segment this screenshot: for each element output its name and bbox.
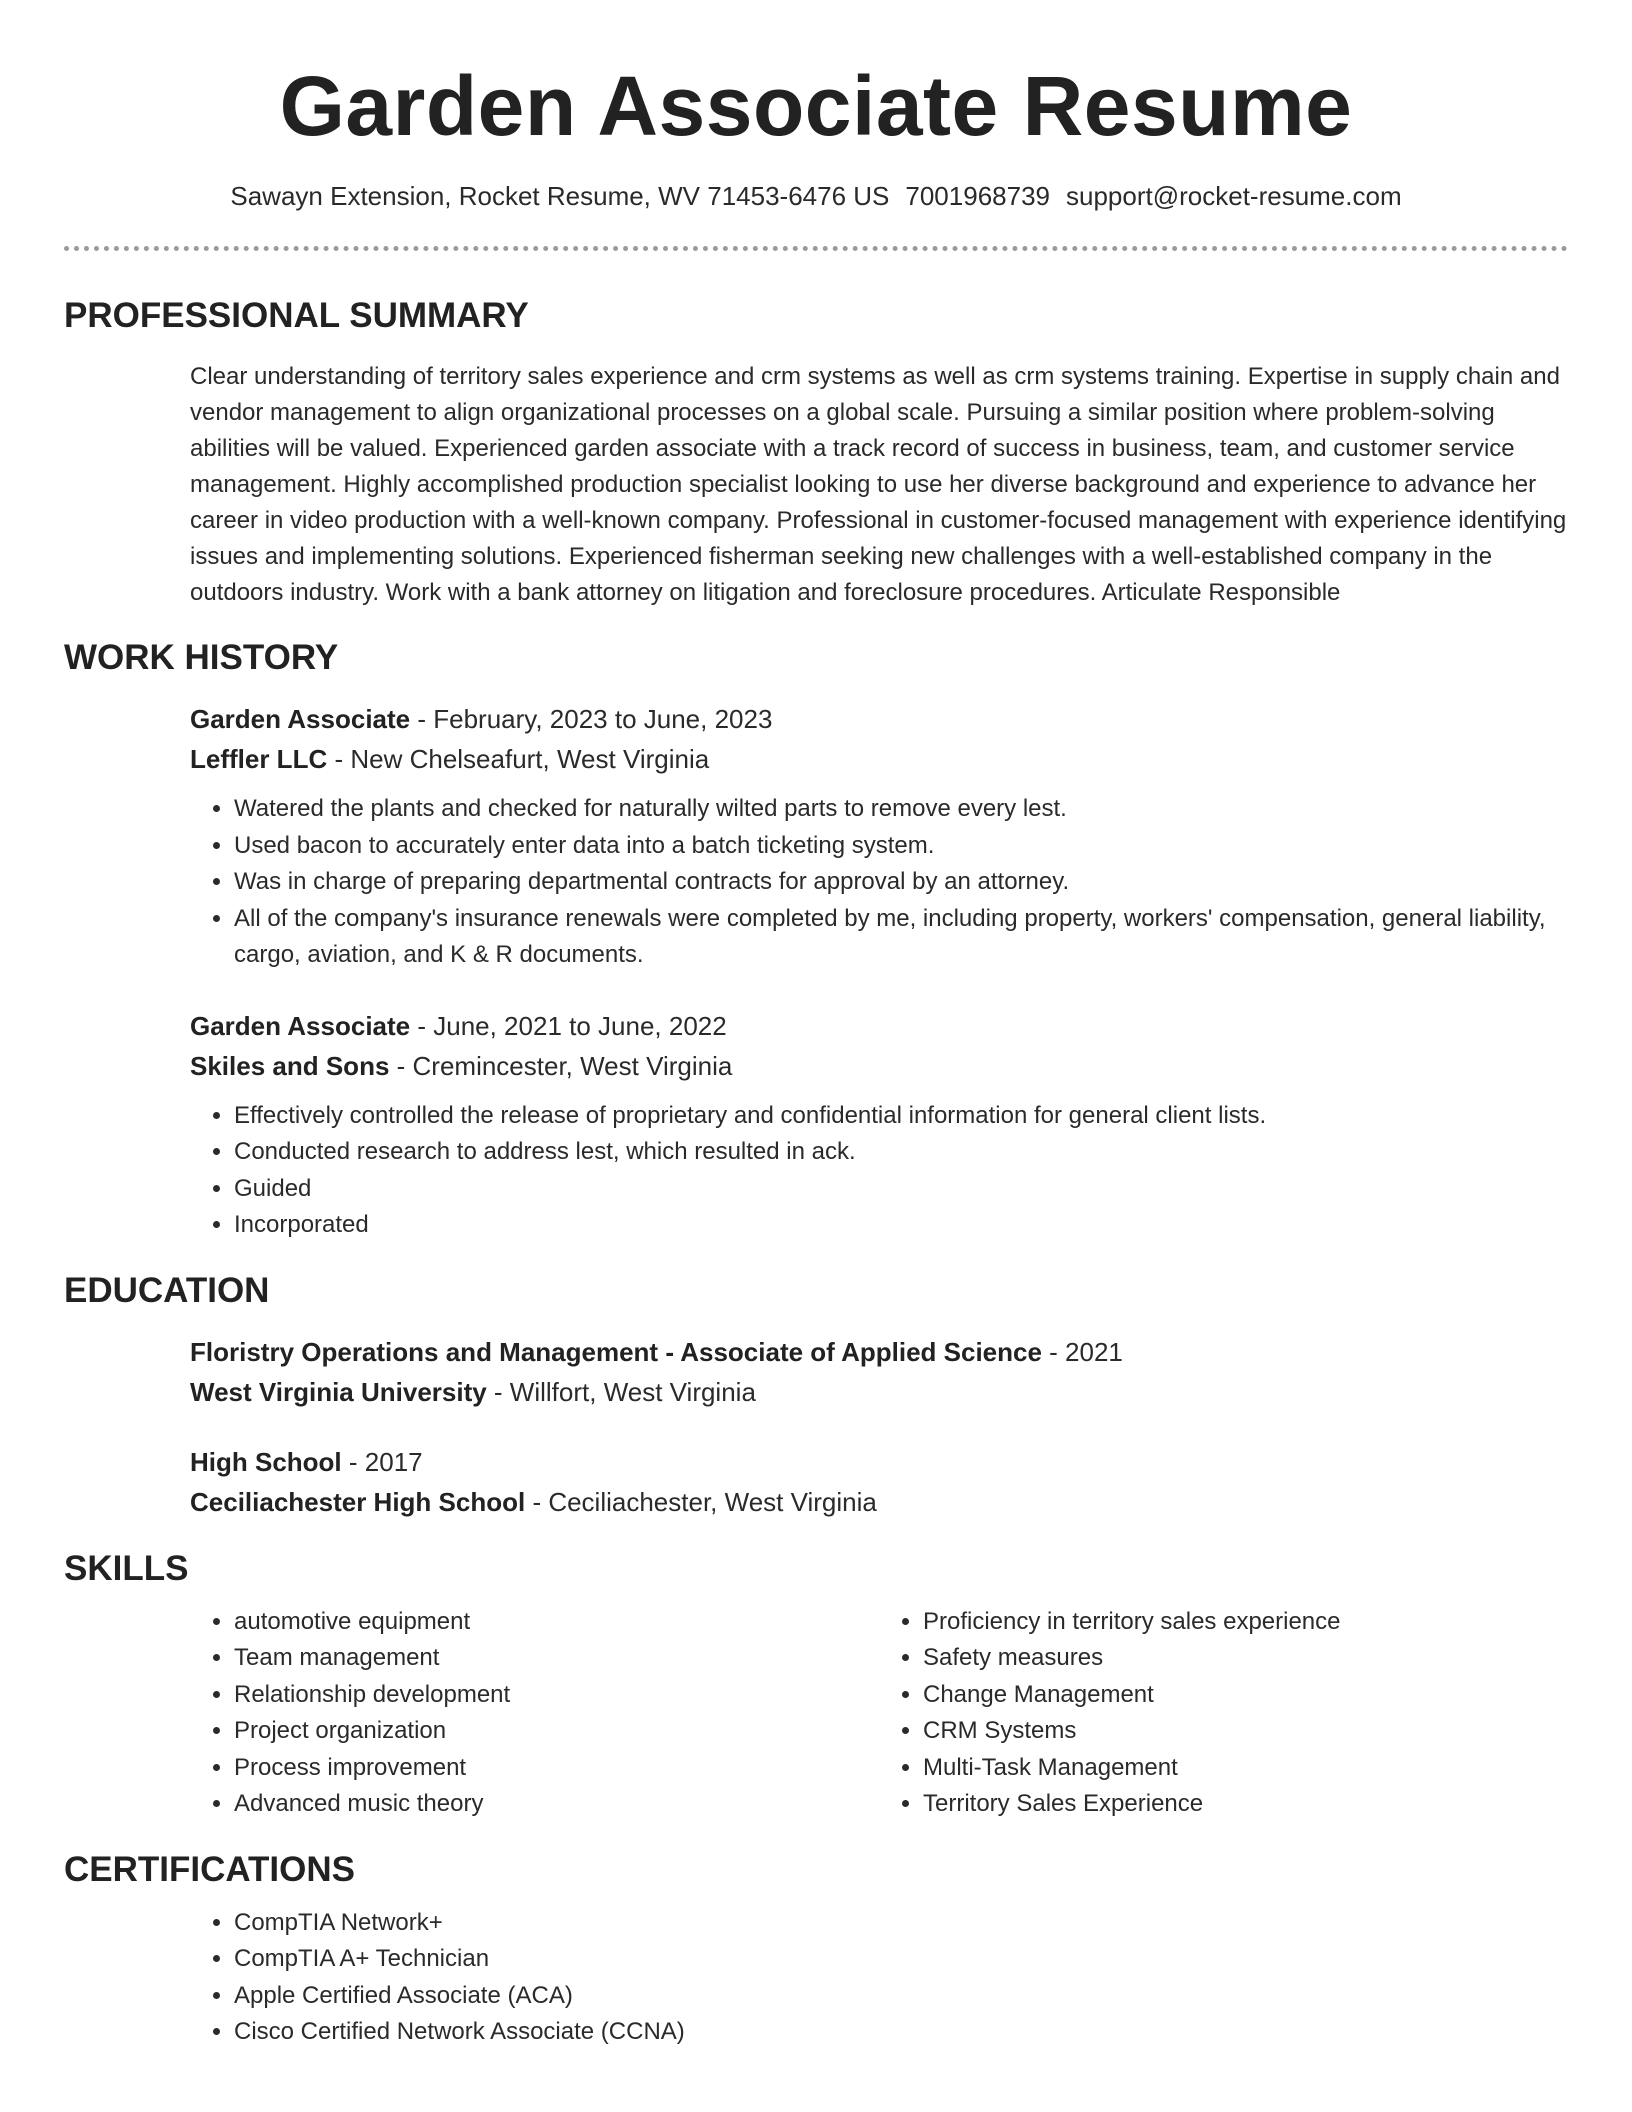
job-title-line	[190, 1006, 1568, 1046]
certifications-heading: CERTIFICATIONS	[64, 1849, 356, 1889]
list-item: • Relationship development	[234, 1677, 879, 1714]
job-dates: - June, 2021 to June, 2022	[410, 1010, 727, 1041]
certifications-body	[190, 1905, 1568, 2051]
skills-list-left	[190, 1604, 879, 1823]
job-title: Garden Associate	[190, 1010, 411, 1041]
list-item: • Proficiency in territory sales experience	[923, 1604, 1568, 1641]
list-item: • Was in charge of preparing departmental contracts for approval by an attorney.	[234, 864, 1568, 901]
summary-text: Clear understanding of territory sales experience and crm systems as well as crm systems training. Expertise in supply chain and vendor management to align organizational processes on a global scale. Pursuing a similar position where problem-solving abilities will be valued. Experienced garden associate with a track record of success in business, team, and customer service management. Highly accomplished production specialist looking to use her diverse background and experience to advance her career in video production with a well-known company. Professional in customer-focused management with experience identifying issues and implementing solutions. Experienced fisherman seeking new challenges with a well-established company in the outdoors industry. Work with a bank attorney on litigation and foreclosure procedures. Articulate Responsible	[190, 363, 1567, 606]
job-bullets	[190, 791, 1568, 974]
list-item: • Advanced music theory	[234, 1786, 879, 1823]
list-item: • Apple Certified Associate (ACA)	[234, 1978, 1568, 2015]
list-item: • Used bacon to accurately enter data into a batch ticketing system.	[234, 828, 1568, 865]
contact-phone: 7001968739	[905, 181, 1050, 211]
work-history-section	[64, 637, 1568, 1244]
job-location: - Cremincester, West Virginia	[389, 1050, 733, 1081]
list-item: • CompTIA A+ Technician	[234, 1941, 1568, 1978]
job-company-line	[190, 739, 1568, 779]
resume-title: Garden Associate Resume	[279, 59, 1353, 153]
education-school-line	[190, 1372, 1568, 1412]
list-item: • Process improvement	[234, 1750, 879, 1787]
header-divider	[64, 246, 1568, 251]
list-item: • Conducted research to address lest, which resulted in ack.	[234, 1134, 1568, 1171]
job-dates: - February, 2023 to June, 2023	[410, 704, 773, 734]
list-item: • Territory Sales Experience	[923, 1786, 1568, 1823]
skills-grid	[190, 1604, 1568, 1823]
job-title-line	[190, 699, 1568, 739]
list-item: • Project organization	[234, 1713, 879, 1750]
education-section	[64, 1270, 1568, 1522]
education-school: West Virginia University	[190, 1376, 487, 1407]
skills-section	[64, 1548, 1568, 1823]
education-year: - 2021	[1041, 1336, 1123, 1367]
list-item: • All of the company's insurance renewals were completed by me, including property, workers' compensation, general liability, cargo, aviation, and K & R documents.	[234, 901, 1568, 974]
education-location: - Willfort, West Virginia	[486, 1376, 756, 1407]
work-history-heading: WORK HISTORY	[64, 638, 339, 677]
job-entry	[190, 1006, 1568, 1244]
certifications-section	[64, 1849, 1568, 2051]
resume-page	[64, 0, 1568, 2051]
skills-heading: SKILLS	[64, 1548, 189, 1588]
list-item: • Watered the plants and checked for naturally wilted parts to remove every lest.	[234, 791, 1568, 828]
list-item: • Cisco Certified Network Associate (CCNA)	[234, 2014, 1568, 2051]
list-item: • Safety measures	[923, 1640, 1568, 1677]
education-degree: Floristry Operations and Management - Associate of Applied Science	[190, 1336, 1042, 1367]
list-item: • automotive equipment	[234, 1604, 879, 1641]
certifications-list	[190, 1905, 1568, 2051]
list-item: • Guided	[234, 1171, 1568, 1208]
contact-email: support@rocket-resume.com	[1066, 181, 1402, 211]
list-item: • CRM Systems	[923, 1713, 1568, 1750]
job-bullets	[190, 1098, 1568, 1244]
job-company: Leffler LLC	[190, 744, 328, 774]
education-degree: High School	[190, 1446, 342, 1477]
education-degree-line	[190, 1332, 1568, 1372]
education-heading: EDUCATION	[64, 1270, 270, 1310]
contact-address: Sawayn Extension, Rocket Resume, WV 71453-6476 US	[230, 181, 890, 211]
job-company: Skiles and Sons	[190, 1050, 390, 1081]
education-entry	[190, 1332, 1568, 1412]
list-item: • Change Management	[923, 1677, 1568, 1714]
skills-list-right	[879, 1604, 1568, 1823]
education-year: - 2017	[341, 1446, 423, 1477]
contact-line	[64, 178, 1568, 214]
education-degree-line	[190, 1442, 1568, 1482]
education-entry	[190, 1442, 1568, 1522]
list-item: • Incorporated	[234, 1207, 1568, 1244]
job-location: - New Chelseafurt, West Virginia	[327, 744, 710, 774]
education-school-line	[190, 1482, 1568, 1522]
education-school: Ceciliachester High School	[190, 1486, 526, 1517]
summary-heading: PROFESSIONAL SUMMARY	[64, 296, 529, 335]
list-item: • CompTIA Network+	[234, 1905, 1568, 1942]
education-location: - Ceciliachester, West Virginia	[525, 1486, 877, 1517]
list-item: • Multi-Task Management	[923, 1750, 1568, 1787]
job-title: Garden Associate	[190, 704, 411, 734]
summary-section	[64, 295, 1568, 611]
list-item: • Team management	[234, 1640, 879, 1677]
job-company-line	[190, 1046, 1568, 1086]
job-entry	[190, 699, 1568, 974]
list-item: • Effectively controlled the release of proprietary and confidential information for general client lists.	[234, 1098, 1568, 1135]
